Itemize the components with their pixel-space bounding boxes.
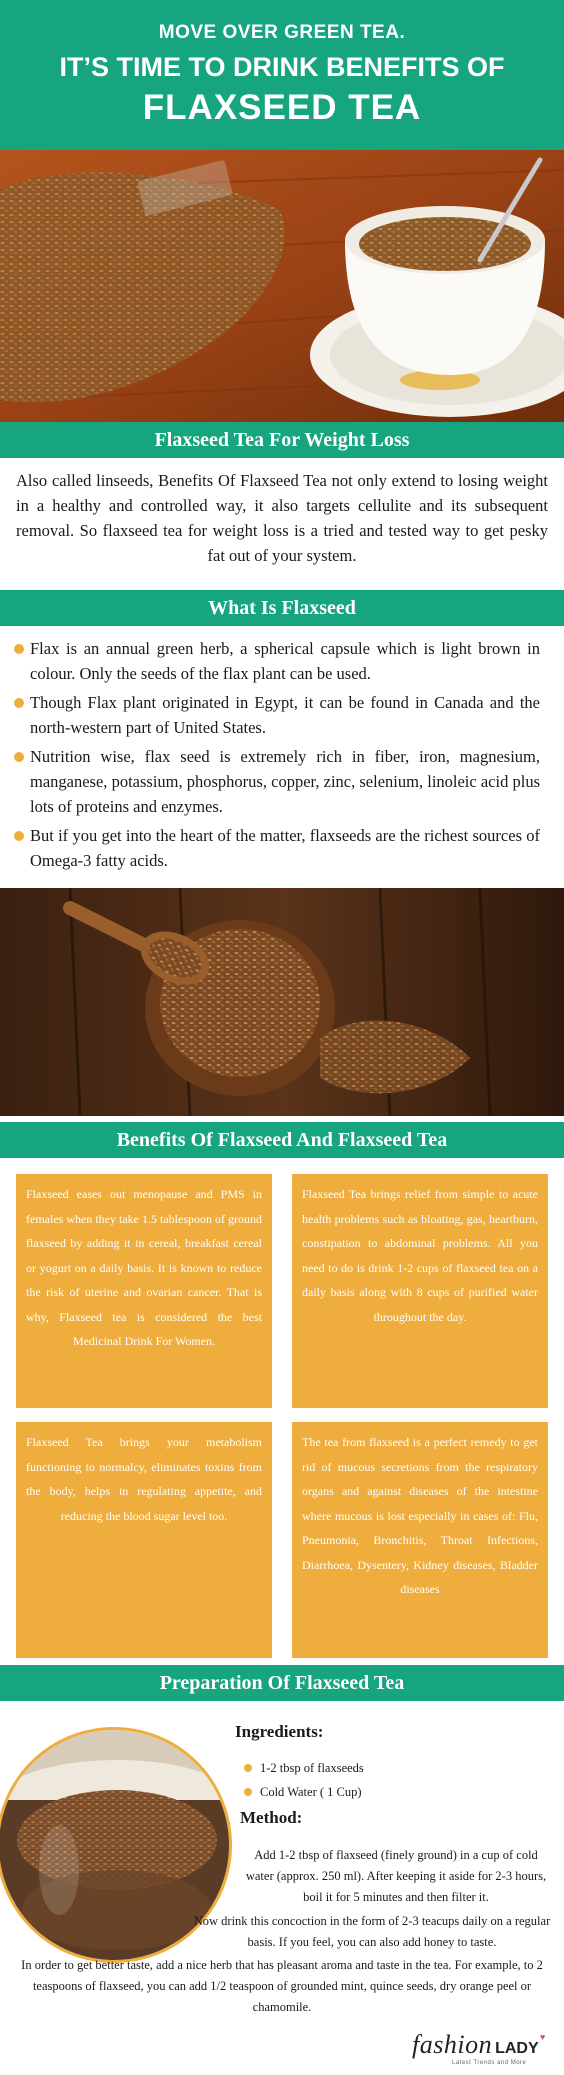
fashion-lady-logo: [412, 2030, 560, 2070]
ingredients-heading: Ingredients:: [235, 1722, 324, 1741]
header-title: FLAXSEED TEA: [142, 88, 422, 127]
logo-word-lady: LADY: [495, 2040, 539, 2057]
weight-loss-heading: Flaxseed Tea For Weight Loss: [0, 422, 564, 458]
list-item: [12, 690, 540, 740]
benefit-card-digestion: Flaxseed Tea brings relief from simple to acute health problems such as bloating, gas, heartburn, constipation to abdominal problems. All you need to do is drink 1-2 cups of flaxseed tea on a daily basis along with 8 cups of purified water throughout the day.: [292, 1174, 548, 1408]
what-is-flaxseed-heading: What Is Flaxseed: [0, 590, 564, 626]
method-step-1: Add 1-2 tbsp of flaxseed (finely ground) in a cup of cold water (approx. 250 ml). After keeping it aside for 2-3 hours, boil it for 5 minutes and then filter it.: [245, 1848, 547, 1904]
list-item-text: But if you get into the heart of the matter, flaxseeds are the richest sources of Omega-3 fatty acids.: [30, 826, 540, 870]
list-item-text: Though Flax plant originated in Egypt, it can be found in Canada and the north-western part of United States.: [30, 693, 540, 737]
list-item: [12, 636, 540, 686]
ingredient-text: 1-2 tbsp of flaxseeds: [260, 1761, 364, 1775]
benefit-card-metabolism: Flaxseed Tea brings your metabolism functioning to normalcy, eliminates toxins from the body, helps in regulating appetite, and reducing the blood sugar level too.: [16, 1422, 272, 1658]
flaxseed-bowl-photo: [0, 888, 564, 1116]
flaxseed-tea-cup-photo: [0, 150, 564, 422]
bullet-dot-icon: [14, 698, 24, 708]
heart-icon: ♥: [540, 2032, 546, 2042]
list-item-text: Flax is an annual green herb, a spherical capsule which is light brown in colour. Only the seeds of the flax plant can be used.: [30, 639, 540, 683]
logo-tagline: Latest Trends and More: [452, 2060, 527, 2066]
logo-word-fashion: fashion: [412, 2030, 493, 2059]
weight-loss-text: Also called linseeds, Benefits Of Flaxseed Tea not only extend to losing weight in a healthy and controlled way, it also targets cellulite and its subsequent removal. So flaxseed tea for weight loss is a tried and tested way to get pesky fat out of your system.: [16, 471, 548, 565]
ingredients-list: [244, 1756, 364, 1804]
preparation-heading: Preparation Of Flaxseed Tea: [0, 1665, 564, 1701]
header-line-1: MOVE OVER GREEN TEA.: [158, 22, 406, 43]
method-step-2: Now drink this concoction in the form of 2-3 teacups daily on a regular basis. If you feel, you can also add honey to taste.: [193, 1914, 551, 1949]
list-item: [12, 823, 540, 873]
list-item-text: Nutrition wise, flax seed is extremely rich in fiber, iron, magnesium, manganese, potassium, phosphorus, copper, zinc, selenium, linoleic acid plus lots of proteins and enzymes.: [30, 747, 540, 816]
benefits-heading: Benefits Of Flaxseed And Flaxseed Tea: [0, 1122, 564, 1158]
method-heading: Method:: [240, 1808, 303, 1827]
list-item: [12, 744, 540, 819]
header-line-2: IT’S TIME TO DRINK BENEFITS OF: [59, 52, 505, 82]
ingredient-text: Cold Water ( 1 Cup): [260, 1785, 362, 1799]
list-item: [244, 1780, 364, 1804]
bullet-dot-icon: [14, 644, 24, 654]
header-banner: [0, 0, 564, 150]
benefit-card-mucous: The tea from flaxseed is a perfect remedy to get rid of mucous secretions from the respiratory organs and against diseases of the intestine where mucous is lost especially in cases of: Flu, Pneumonia, Bronchitis, Throat Infections, Diarrhoea, Dysentery, Kidney diseases, Bladder diseases: [292, 1422, 548, 1658]
list-item: [244, 1756, 364, 1780]
method-step-3: In order to get better taste, add a nice herb that has pleasant aroma and taste in the tea. For example, to 2 teaspoons of flaxseed, you can add 1/2 teaspoon of grounded mint, quince seeds, dry orange peel or chamomile.: [21, 1958, 543, 2014]
bullet-dot-icon: [14, 831, 24, 841]
benefit-card-women: Flaxseed eases out menopause and PMS in females when they take 1.5 tablespoon of ground flaxseed by adding it in cereal, breakfast cereal or yogurt on a daily basis. It is known to reduce the risk of uterine and ovarian cancer. That is why, Flaxseed tea is considered the best Medicinal Drink For Women.: [16, 1174, 272, 1408]
bullet-dot-icon: [244, 1788, 252, 1796]
bullet-dot-icon: [14, 752, 24, 762]
what-is-flaxseed-list: [12, 636, 540, 877]
bullet-dot-icon: [244, 1764, 252, 1772]
